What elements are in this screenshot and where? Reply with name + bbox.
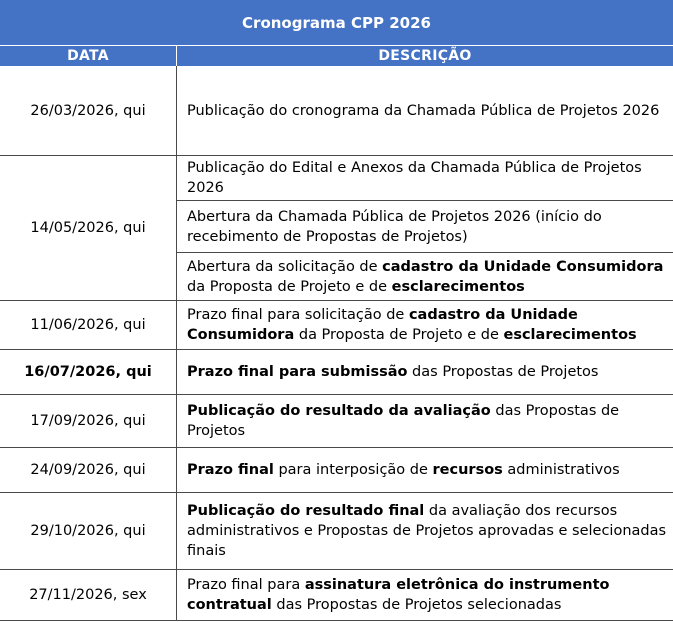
table-row — [0, 350, 673, 395]
description-cell: Publicação do resultado da avaliação das Propostas de Projetos — [187, 403, 620, 439]
description-cell: Prazo final para submissão das Propostas de Projetos — [187, 364, 599, 380]
description-cell: Abertura da solicitação de cadastro da Unidade Consumidora da Proposta de Projeto e de esclarecimentos — [177, 252, 673, 300]
date-cell: 14/05/2026, qui — [0, 156, 177, 300]
description-cell-group — [177, 493, 673, 569]
description-cell-group — [177, 156, 673, 300]
description-cell: Publicação do Edital e Anexos da Chamada Pública de Projetos 2026 — [187, 160, 642, 196]
description-cell: Prazo final para interposição de recursos administrativos — [187, 462, 620, 478]
description-cell-group — [177, 448, 673, 492]
table-row — [0, 156, 673, 301]
description-column-header: DESCRIÇÃO — [378, 48, 472, 64]
description-cell-group — [177, 570, 673, 620]
date-cell: 17/09/2026, qui — [0, 395, 177, 447]
date-column-header: DATA — [0, 46, 177, 66]
description-cell: Prazo final para assinatura eletrônica do instrumento contratual das Propostas de Projetos selecionadas — [187, 577, 610, 613]
description-cell-group — [177, 66, 673, 155]
description-cell: Publicação do cronograma da Chamada Pública de Projetos 2026 — [187, 102, 660, 119]
table-row — [0, 395, 673, 448]
table-row — [0, 301, 673, 350]
table-row — [0, 66, 673, 156]
description-cell: Abertura da Chamada Pública de Projetos 2026 (início do recebimento de Propostas de Projetos) — [177, 200, 673, 252]
description-cell: Publicação do resultado final da avaliação dos recursos administrativos e Propostas de Projetos aprovadas e selecionadas finais — [187, 503, 667, 559]
table-row — [0, 570, 673, 621]
date-cell: 11/06/2026, qui — [0, 301, 177, 349]
date-cell: 16/07/2026, qui — [0, 350, 177, 394]
table-body — [0, 66, 673, 621]
date-cell: 27/11/2026, sex — [0, 570, 177, 620]
header-row — [0, 46, 673, 66]
description-cell-group — [177, 301, 673, 349]
description-cell: Prazo final para solicitação de cadastro da Unidade Consumidora da Proposta de Projeto e de esclarecimentos — [187, 307, 637, 343]
table-title: Cronograma CPP 2026 — [0, 0, 673, 46]
date-cell: 26/03/2026, qui — [0, 66, 177, 155]
date-cell: 24/09/2026, qui — [0, 448, 177, 492]
description-cell-group — [177, 350, 673, 394]
table-row — [0, 448, 673, 493]
table-row — [0, 493, 673, 570]
date-cell: 29/10/2026, qui — [0, 493, 177, 569]
description-cell-group — [177, 395, 673, 447]
